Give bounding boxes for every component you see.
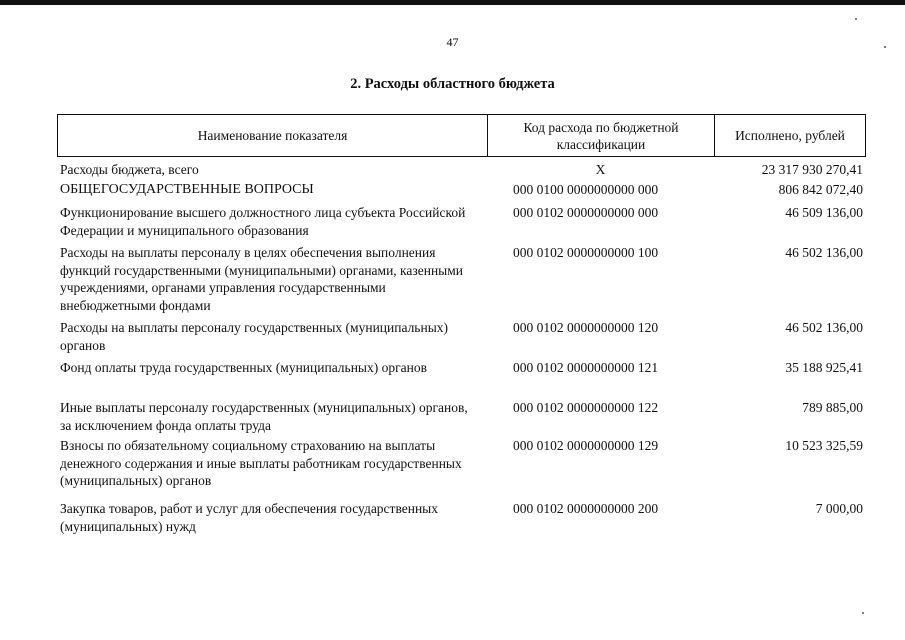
row-name: Иные выплаты персоналу государственных (муниципальных) органов, за исключением фонда оплаты труда [60, 400, 468, 433]
row-code: 000 0102 0000000000 121 [513, 360, 659, 375]
scan-speck [862, 612, 864, 614]
row-amount: 46 502 136,00 [785, 320, 863, 335]
row-name: ОБЩЕГОСУДАРСТВЕННЫЕ ВОПРОСЫ [60, 182, 314, 197]
row-code: X [595, 162, 606, 177]
page-number: 47 [446, 35, 459, 49]
table-row [57, 399, 866, 437]
row-code: 000 0100 0000000000 000 [513, 182, 659, 197]
row-code: 000 0102 0000000000 120 [513, 320, 659, 335]
row-amount: 46 509 136,00 [785, 205, 863, 220]
row-amount: 35 188 925,41 [785, 360, 863, 375]
row-amount: 789 885,00 [802, 400, 863, 415]
table-row [57, 244, 866, 319]
table-row [57, 181, 866, 204]
row-amount: 7 000,00 [815, 501, 863, 516]
page-top-border [0, 0, 905, 5]
row-name: Расходы на выплаты персоналу в целях обеспечения выполнения функций государственными (муниципальными) органами, казенными учреждениями, органами управления государственными внебюджетными фондами [60, 245, 464, 313]
row-amount: 806 842 072,40 [778, 182, 863, 197]
scan-speck [855, 18, 857, 20]
expenses-table [57, 114, 866, 540]
header-name: Наименование показателя [58, 115, 488, 156]
row-code: 000 0102 0000000000 100 [513, 245, 659, 260]
header-code: Код расхода по бюджетной классификации [488, 115, 715, 156]
table-row [57, 500, 866, 540]
row-name: Расходы бюджета, всего [60, 162, 199, 177]
table-row [57, 437, 866, 500]
section-title: 2. Расходы областного бюджета [350, 76, 555, 92]
table-row [57, 319, 866, 359]
scan-speck [884, 46, 886, 48]
row-amount: 23 317 930 270,41 [761, 162, 863, 177]
table-row [57, 204, 866, 244]
table-body [57, 161, 866, 540]
row-code: 000 0102 0000000000 000 [513, 205, 659, 220]
header-amount: Исполнено, рублей [735, 128, 845, 143]
row-name: Фонд оплаты труда государственных (муниципальных) органов [60, 360, 427, 375]
row-code: 000 0102 0000000000 129 [513, 438, 659, 453]
table-header [57, 114, 866, 157]
row-name: Закупка товаров, работ и услуг для обеспечения государственных (муниципальных) нужд [60, 501, 439, 534]
table-row [57, 359, 866, 399]
row-name: Функционирование высшего должностного лица субъекта Российской Федерации и муниципального образования [60, 205, 466, 238]
row-amount: 10 523 325,59 [785, 438, 863, 453]
row-name: Расходы на выплаты персоналу государственных (муниципальных) органов [60, 320, 449, 353]
table-row [57, 161, 866, 181]
row-code: 000 0102 0000000000 200 [513, 501, 659, 516]
row-amount: 46 502 136,00 [785, 245, 863, 260]
row-name: Взносы по обязательному социальному страхованию на выплаты денежного содержания и иные выплаты работникам государственных (муниципальных) органов [60, 438, 462, 488]
row-code: 000 0102 0000000000 122 [513, 400, 659, 415]
